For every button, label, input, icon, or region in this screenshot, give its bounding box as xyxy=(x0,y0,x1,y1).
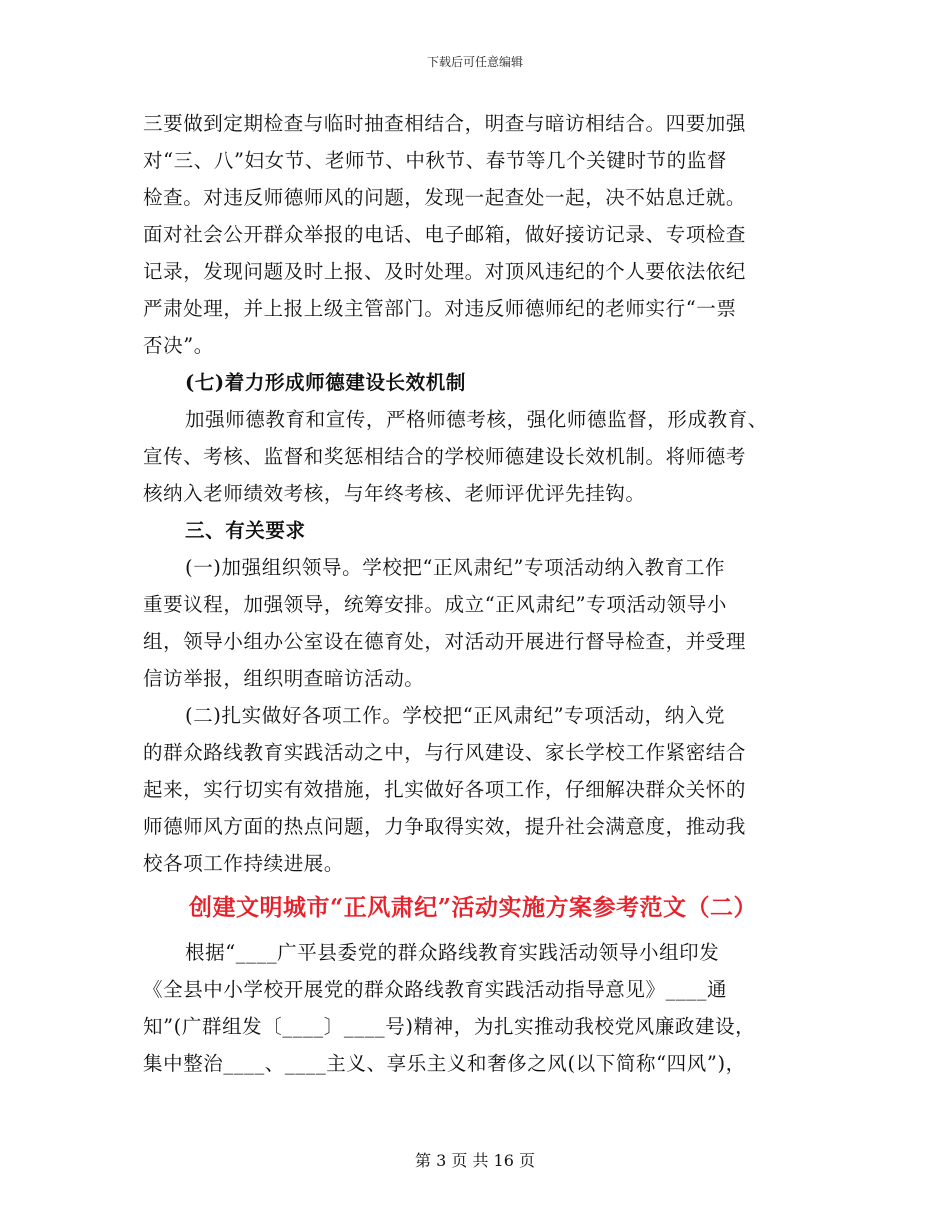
text-line: 三要做到定期检查与临时抽查相结合，明查与暗访相结合。四要加强 xyxy=(143,112,747,135)
document-title: 创建文明城市“正风肃纪”活动实施方案参考范文（二） xyxy=(189,894,757,921)
text-line: 对“三、八”妇女节、老师节、中秋节、春节等几个关键时节的监督 xyxy=(143,149,727,172)
text-line: (二)扎实做好各项工作。学校把“正风肃纪”专项活动，纳入党 xyxy=(185,704,726,727)
text-line: 的群众路线教育实践活动之中，与行风建设、家长学校工作紧密结合 xyxy=(143,741,747,764)
text-line: 根据“____广平县委党的群众路线教育实践活动领导小组印发 xyxy=(185,941,720,964)
text-line: 否决”。 xyxy=(143,334,214,357)
text-line: 严肃处理，并上报上级主管部门。对违反师德师纪的老师实行“一票 xyxy=(143,297,737,320)
text-line: 面对社会公开群众举报的电话、电子邮箱，做好接访记录、专项检查 xyxy=(143,223,747,246)
text-line: (一)加强组织领导。学校把“正风肃纪”专项活动纳入教育工作 xyxy=(185,556,726,579)
text-line: 校各项工作持续进展。 xyxy=(143,852,345,875)
text-line: 记录，发现问题及时上报、及时处理。对顶风违纪的个人要依法依纪 xyxy=(143,260,747,283)
text-line: 加强师德教育和宣传，严格师德考核，强化师德监督，形成教育、 xyxy=(185,408,768,431)
text-line: 组，领导小组办公室设在德育处，对活动开展进行督导检查，并受理 xyxy=(143,630,747,653)
section-sample-two xyxy=(143,882,823,1082)
text-line: 核纳入老师绩效考核，与年终考核、老师评优评先挂钩。 xyxy=(143,482,646,505)
page-header-note: 下载后可任意编辑 xyxy=(426,55,523,69)
text-line: 师德师风方面的热点问题，力争取得实效，提升社会满意度，推动我 xyxy=(143,815,747,838)
section-heading: (七)着力形成师德建设长效机制 xyxy=(185,371,466,394)
section-requirements xyxy=(143,512,823,882)
text-line: 信访举报，组织明查暗访活动。 xyxy=(143,667,425,690)
document-body xyxy=(143,105,823,1082)
section-continuation xyxy=(143,105,823,364)
page-number: 第 3 页 共 16 页 xyxy=(415,1151,535,1170)
text-line: 起来，实行切实有效措施，扎实做好各项工作，仔细解决群众关怀的 xyxy=(143,778,747,801)
text-line: 知”(广群组发〔____〕____号)精神，为扎实推动我校党风廉政建设， xyxy=(143,1015,756,1038)
text-line: 宣传、考核、监督和奖惩相结合的学校师德建设长效机制。将师德考 xyxy=(143,445,747,468)
text-line: 集中整治____、____主义、享乐主义和奢侈之风(以下简称“四风”)， xyxy=(143,1052,746,1075)
text-line: 《全县中小学校开展党的群众路线教育实践活动指导意见》____通 xyxy=(143,978,728,1001)
text-line: 重要议程，加强领导，统筹安排。成立“正风肃纪”专项活动领导小 xyxy=(143,593,727,616)
section-heading: 三、有关要求 xyxy=(185,519,306,542)
text-line: 检查。对违反师德师风的问题，发现一起查处一起，决不姑息迁就。 xyxy=(143,186,747,209)
section-mechanism xyxy=(143,364,823,512)
